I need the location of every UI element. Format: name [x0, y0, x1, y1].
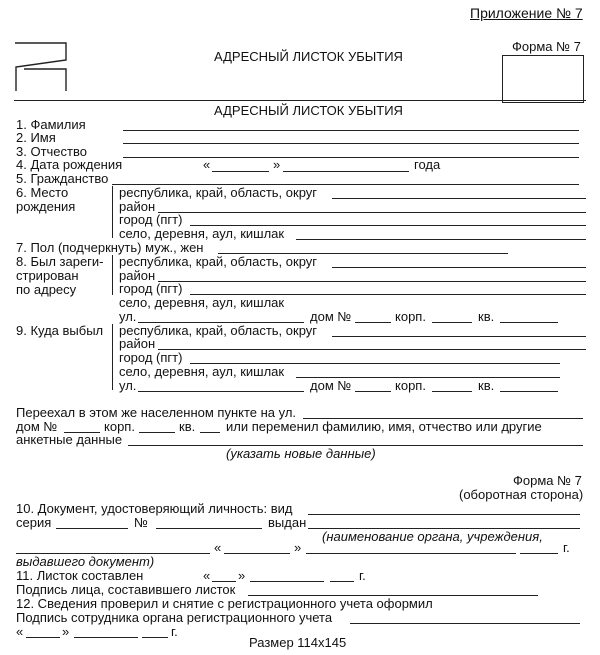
name-field[interactable] — [123, 143, 579, 144]
patronymic-field[interactable] — [123, 157, 579, 158]
issue-quote-open: « — [214, 540, 222, 555]
bp-district-label: район — [119, 199, 156, 214]
issue-month-field[interactable] — [306, 553, 516, 554]
bp-village-field[interactable] — [296, 239, 586, 240]
surname-field[interactable] — [123, 130, 579, 131]
compiled-year-field[interactable] — [330, 581, 354, 582]
reg-street-label: ул. — [119, 309, 137, 324]
form-number: Форма № 7 — [512, 39, 581, 54]
series-field[interactable] — [56, 528, 128, 529]
birth-day-field[interactable] — [212, 171, 269, 172]
back-form-number: Форма № 7 — [513, 473, 582, 488]
reg-region-label: республика, край, область, округ — [119, 254, 318, 269]
quote-close: » — [273, 157, 281, 172]
size-label: Размер 114х145 — [249, 635, 347, 650]
left-street-label: ул. — [119, 378, 137, 393]
birthplace-label-2: рождения — [16, 199, 76, 214]
bracket-line — [112, 186, 113, 238]
doc-type-field[interactable] — [308, 514, 580, 515]
birthplace-label-1: 6. Место — [16, 185, 69, 200]
birth-month-year-field[interactable] — [283, 171, 409, 172]
checked-label: 12. Сведения проверил и снятие с регистрационного учета оформил — [16, 596, 433, 611]
reg-label-2: стрирован — [16, 268, 79, 283]
reg-korp-label: корп. — [395, 309, 426, 324]
officer-signature-label: Подпись сотрудника органа регистрационного учета — [16, 610, 333, 625]
bp-region-label: республика, край, область, округ — [119, 185, 318, 200]
officer-quote-open: « — [16, 624, 24, 639]
reg-kv-label: кв. — [478, 309, 495, 324]
compiled-year-word: г. — [359, 568, 366, 583]
issue-day-field[interactable] — [224, 553, 290, 554]
compiled-label: 11. Листок составлен — [16, 568, 144, 583]
name-label: 2. Имя — [16, 130, 56, 145]
left-district-field[interactable] — [158, 349, 586, 350]
coupon-icon — [14, 42, 70, 92]
series-label: серия — [16, 515, 52, 530]
issued-label: выдан — [268, 515, 307, 530]
compiled-month-field[interactable] — [250, 581, 324, 582]
year-word: года — [414, 157, 441, 172]
left-region-field[interactable] — [332, 336, 586, 337]
compiled-quote-close: » — [238, 568, 246, 583]
left-house-label: дом № — [310, 378, 352, 393]
officer-quote-close: » — [62, 624, 70, 639]
reg-label-1: 8. Был зареги- — [16, 254, 104, 269]
bp-district-field[interactable] — [158, 212, 586, 213]
officer-signature-field[interactable] — [350, 623, 580, 624]
issue-year-word: г. — [563, 540, 570, 555]
left-korp-field[interactable] — [432, 391, 472, 392]
org-hint: (наименование органа, учреждения, — [322, 529, 543, 544]
left-kv-label: кв. — [478, 378, 495, 393]
reg-district-field[interactable] — [158, 281, 586, 282]
issue-quote-close: » — [294, 540, 302, 555]
bracket-line — [112, 255, 113, 295]
moved-label: Переехал в этом же населенном пункте на ул. — [16, 405, 297, 420]
officer-year-word: г. — [171, 624, 178, 639]
left-to-label: 9. Куда выбыл — [16, 323, 104, 338]
moved-house-label: дом № — [16, 419, 58, 434]
reg-district-label: район — [119, 268, 156, 283]
bp-village-label: село, деревня, аул, кишлак — [119, 226, 285, 241]
sex-label: 7. Пол (подчеркнуть) муж., жен — [16, 240, 204, 255]
left-street-field[interactable] — [138, 391, 304, 392]
left-house-field[interactable] — [355, 391, 391, 392]
officer-day-field[interactable] — [26, 637, 60, 638]
left-village-label: село, деревня, аул, кишлак — [119, 364, 285, 379]
left-city-label: город (пгт) — [119, 350, 183, 365]
reg-region-field[interactable] — [332, 267, 586, 268]
issue-year-field[interactable] — [520, 553, 558, 554]
officer-month-field[interactable] — [74, 637, 138, 638]
moved-kv-field[interactable] — [200, 432, 220, 433]
patronymic-label: 3. Отчество — [16, 144, 87, 159]
bp-region-field[interactable] — [332, 198, 586, 199]
divider-line — [14, 100, 586, 101]
quote-open: « — [203, 157, 211, 172]
reg-house-label: дом № — [310, 309, 352, 324]
reg-village-label: село, деревня, аул, кишлак — [119, 295, 285, 310]
doc-label: 10. Документ, удостоверяющий личность: вид — [16, 501, 293, 516]
number-label: № — [134, 515, 148, 530]
birth-date-label: 4. Дата рождения — [16, 157, 123, 172]
number-field[interactable] — [156, 528, 262, 529]
reg-korp-field[interactable] — [432, 322, 472, 323]
left-region-label: республика, край, область, округ — [119, 323, 318, 338]
moved-data-label: анкетные данные — [16, 432, 123, 447]
back-side-label: (оборотная сторона) — [459, 487, 584, 502]
photo-box — [502, 55, 584, 103]
left-kv-field[interactable] — [500, 391, 558, 392]
issuer-hint: выдавшего документ) — [16, 554, 155, 569]
moved-korp-label: корп. — [104, 419, 135, 434]
compiler-signature-label: Подпись лица, составившего листок — [16, 582, 236, 597]
citizenship-label: 5. Гражданство — [16, 171, 109, 186]
reg-label-3: по адресу — [16, 282, 77, 297]
moved-changed-text: или переменил фамилию, имя, отчество или другие — [226, 419, 542, 434]
reg-city-label: город (пгт) — [119, 281, 183, 296]
officer-year-field[interactable] — [142, 637, 168, 638]
bracket-line — [112, 324, 113, 390]
left-district-label: район — [119, 336, 156, 351]
top-title: АДРЕСНЫЙ ЛИСТОК УБЫТИЯ — [214, 49, 403, 64]
bp-city-label: город (пгт) — [119, 212, 183, 227]
moved-hint: (указать новые данные) — [226, 446, 376, 461]
main-title: АДРЕСНЫЙ ЛИСТОК УБЫТИЯ — [214, 103, 403, 118]
moved-kv-label: кв. — [179, 419, 196, 434]
surname-label: 1. Фамилия — [16, 117, 86, 132]
reg-house-field[interactable] — [355, 322, 391, 323]
moved-korp-field[interactable] — [139, 432, 175, 433]
compiled-quote-open: « — [203, 568, 211, 583]
reg-kv-field[interactable] — [500, 322, 558, 323]
left-korp-label: корп. — [395, 378, 426, 393]
appendix-title: Приложение № 7 — [470, 5, 583, 21]
